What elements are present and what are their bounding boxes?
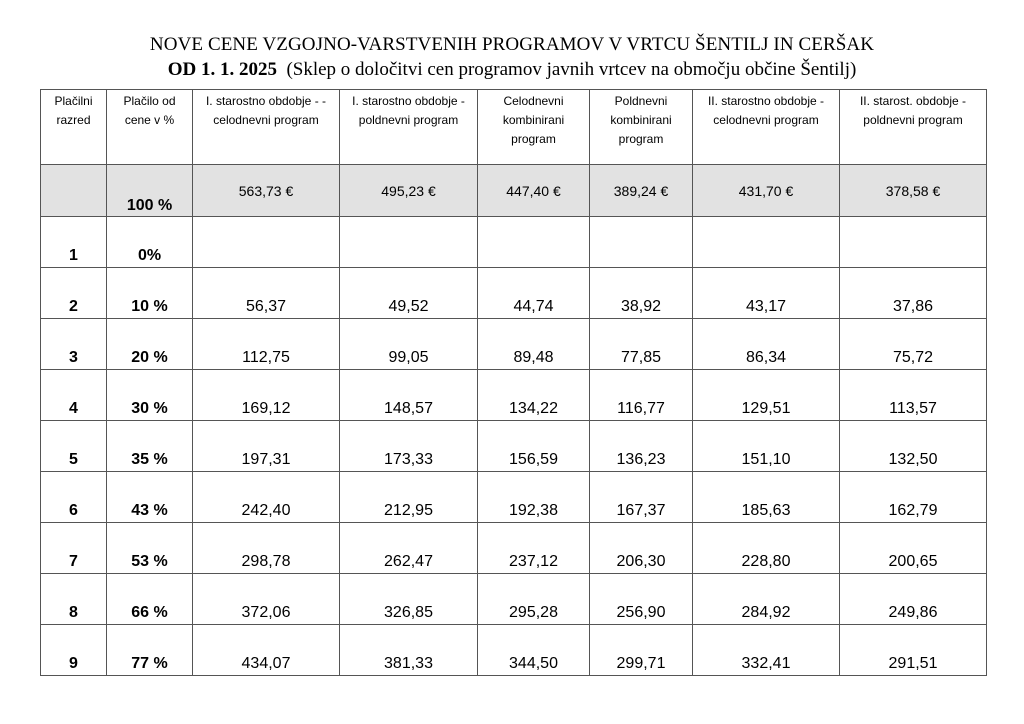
amount-cell: [590, 217, 693, 268]
full-price-row: [41, 165, 987, 217]
amount-cell: 185,63: [693, 472, 840, 523]
header-cell: I. starostno obdobje - - celodnevni program: [193, 90, 340, 165]
amount-cell: 212,95: [340, 472, 478, 523]
amount-cell: 89,48: [478, 319, 590, 370]
amount-cell: 38,92: [590, 268, 693, 319]
amount-cell: 49,52: [340, 268, 478, 319]
header-cell: II. starost. obdobje - poldnevni program: [840, 90, 987, 165]
price-cell: 563,73 €: [193, 165, 340, 217]
razred-cell: 9: [41, 625, 107, 676]
razred-cell: 8: [41, 574, 107, 625]
razred-cell: 1: [41, 217, 107, 268]
header-cell: Plačilo od cene v %: [107, 90, 193, 165]
percent-cell: 35 %: [107, 421, 193, 472]
decree-reference: (Sklep o določitvi cen programov javnih vrtcev na območju občine Šentilj): [286, 59, 857, 80]
amount-cell: 151,10: [693, 421, 840, 472]
amount-cell: 169,12: [193, 370, 340, 421]
amount-cell: 86,34: [693, 319, 840, 370]
amount-cell: 192,38: [478, 472, 590, 523]
amount-cell: 228,80: [693, 523, 840, 574]
price-cell: 447,40 €: [478, 165, 590, 217]
price-cell: 431,70 €: [693, 165, 840, 217]
table-row: [41, 625, 987, 676]
amount-cell: 113,57: [840, 370, 987, 421]
percent-cell: 0%: [107, 217, 193, 268]
amount-cell: 43,17: [693, 268, 840, 319]
amount-cell: 298,78: [193, 523, 340, 574]
amount-cell: 173,33: [340, 421, 478, 472]
razred-cell: 2: [41, 268, 107, 319]
amount-cell: [340, 217, 478, 268]
amount-cell: 75,72: [840, 319, 987, 370]
amount-cell: 129,51: [693, 370, 840, 421]
amount-cell: 262,47: [340, 523, 478, 574]
razred-cell: 5: [41, 421, 107, 472]
price-table: [40, 89, 987, 676]
amount-cell: 237,12: [478, 523, 590, 574]
price-cell: 378,58 €: [840, 165, 987, 217]
amount-cell: 381,33: [340, 625, 478, 676]
table-row: [41, 217, 987, 268]
amount-cell: 256,90: [590, 574, 693, 625]
amount-cell: 249,86: [840, 574, 987, 625]
amount-cell: 295,28: [478, 574, 590, 625]
table-row: [41, 319, 987, 370]
amount-cell: 284,92: [693, 574, 840, 625]
amount-cell: 332,41: [693, 625, 840, 676]
amount-cell: [478, 217, 590, 268]
header-cell: Celodnevni kombinirani program: [478, 90, 590, 165]
price-cell: 389,24 €: [590, 165, 693, 217]
razred-cell: 3: [41, 319, 107, 370]
amount-cell: 99,05: [340, 319, 478, 370]
document-subtitle: [0, 59, 1024, 81]
razred-cell: 4: [41, 370, 107, 421]
document-title: NOVE CENE VZGOJNO-VARSTVENIH PROGRAMOV V VRTCU ŠENTILJ IN CERŠAK: [149, 34, 875, 55]
amount-cell: 197,31: [193, 421, 340, 472]
amount-cell: 136,23: [590, 421, 693, 472]
amount-cell: 132,50: [840, 421, 987, 472]
header-cell: Poldnevni kombinirani program: [590, 90, 693, 165]
percent-cell: 66 %: [107, 574, 193, 625]
percent-cell: 20 %: [107, 319, 193, 370]
amount-cell: 200,65: [840, 523, 987, 574]
amount-cell: 242,40: [193, 472, 340, 523]
header-cell: II. starostno obdobje - celodnevni program: [693, 90, 840, 165]
amount-cell: 112,75: [193, 319, 340, 370]
effective-date: OD 1. 1. 2025: [167, 59, 277, 80]
table-row: [41, 574, 987, 625]
header-cell: Plačilni razred: [41, 90, 107, 165]
amount-cell: 77,85: [590, 319, 693, 370]
amount-cell: [193, 217, 340, 268]
amount-cell: 156,59: [478, 421, 590, 472]
amount-cell: [693, 217, 840, 268]
amount-cell: 148,57: [340, 370, 478, 421]
table-row: [41, 523, 987, 574]
amount-cell: 167,37: [590, 472, 693, 523]
percent-cell: 30 %: [107, 370, 193, 421]
header-row: [41, 90, 987, 165]
percent-cell: 43 %: [107, 472, 193, 523]
amount-cell: 206,30: [590, 523, 693, 574]
table-row: [41, 472, 987, 523]
amount-cell: 372,06: [193, 574, 340, 625]
percent-cell: 77 %: [107, 625, 193, 676]
table-row: [41, 421, 987, 472]
amount-cell: 116,77: [590, 370, 693, 421]
header-cell: I. starostno obdobje - poldnevni program: [340, 90, 478, 165]
amount-cell: 134,22: [478, 370, 590, 421]
amount-cell: 291,51: [840, 625, 987, 676]
amount-cell: 344,50: [478, 625, 590, 676]
razred-cell: 7: [41, 523, 107, 574]
amount-cell: 326,85: [340, 574, 478, 625]
amount-cell: 299,71: [590, 625, 693, 676]
amount-cell: 434,07: [193, 625, 340, 676]
amount-cell: 44,74: [478, 268, 590, 319]
amount-cell: 162,79: [840, 472, 987, 523]
amount-cell: 56,37: [193, 268, 340, 319]
amount-cell: [840, 217, 987, 268]
price-cell: 495,23 €: [340, 165, 478, 217]
percent-cell: 100 %: [107, 165, 193, 217]
table-row: [41, 370, 987, 421]
razred-cell: 6: [41, 472, 107, 523]
amount-cell: 37,86: [840, 268, 987, 319]
table-row: [41, 268, 987, 319]
percent-cell: 53 %: [107, 523, 193, 574]
razred-cell: [41, 165, 107, 217]
percent-cell: 10 %: [107, 268, 193, 319]
